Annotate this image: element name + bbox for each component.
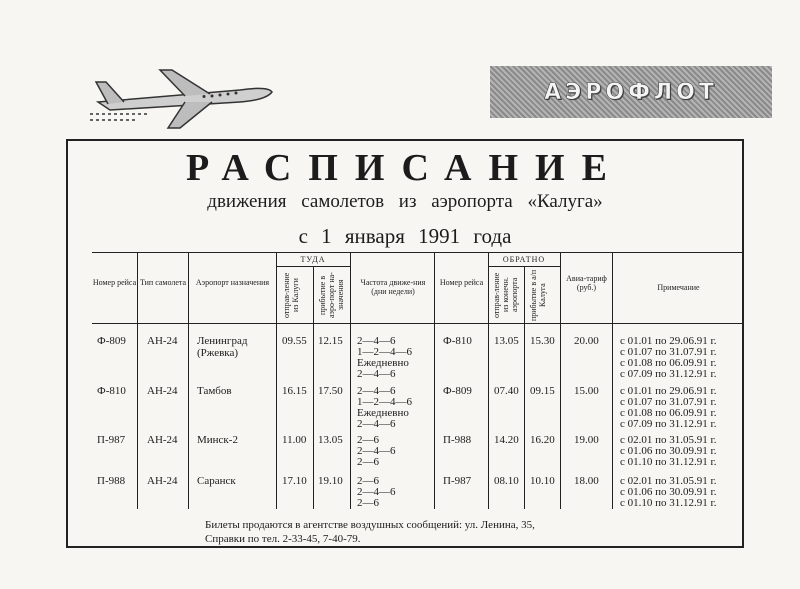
note: с 01.07 по 31.07.91 г.: [620, 346, 717, 358]
header-notes: Примечание: [657, 283, 700, 292]
frequency: 2—4—6: [357, 445, 396, 457]
header-ret-departure: отправ-ление из конечн. аэропорта: [492, 272, 519, 318]
frequency: Ежедневно: [357, 407, 409, 419]
header-destination: Аэропорт назначения: [195, 278, 270, 287]
destination: Саранск: [197, 475, 236, 487]
ret-departure: 08.10: [494, 475, 519, 487]
ret-arrival: 09.15: [530, 385, 555, 397]
header-frequency: Частота движе-ния (дни недели): [360, 278, 426, 296]
header-ret-arrival: прибытие в а/п Калуга: [529, 269, 547, 321]
header-fare: Авиа-тариф (руб.): [566, 274, 607, 292]
frequency: 2—6: [357, 456, 379, 468]
aircraft-type: АН-24: [147, 335, 178, 347]
destination: (Ржевка): [197, 347, 239, 359]
frequency: 1—2—4—6: [357, 396, 412, 408]
header-return: ОБРАТНО: [502, 255, 546, 264]
out-departure: 17.10: [282, 475, 307, 487]
out-arrival: 13.05: [318, 434, 343, 446]
note: с 02.01 по 31.05.91 г.: [620, 475, 717, 487]
frequency: 1—2—4—6: [357, 346, 412, 358]
ret-departure: 07.40: [494, 385, 519, 397]
flight-number: Ф-809: [97, 335, 126, 347]
frequency: 2—4—6: [357, 368, 396, 380]
footer-info: [205, 518, 535, 546]
brand-name: АЭРОФЛОТ: [544, 79, 718, 105]
return-flight-number: Ф-809: [443, 385, 472, 397]
header-out-arrival: прибытие в аэро-порт на-значения: [318, 272, 345, 318]
footer-ticket-office: Билеты продаются в агентстве воздушных сообщений: ул. Ленина, 35,: [205, 519, 535, 531]
ret-departure: 14.20: [494, 434, 519, 446]
note: с 01.10 по 31.12.91 г.: [620, 456, 717, 468]
destination: Тамбов: [197, 385, 232, 397]
out-arrival: 12.15: [318, 335, 343, 347]
frequency: 2—4—6: [357, 385, 396, 397]
note: с 01.10 по 31.12.91 г.: [620, 497, 717, 509]
out-departure: 09.55: [282, 335, 307, 347]
out-arrival: 19.10: [318, 475, 343, 487]
frequency: Ежедневно: [357, 357, 409, 369]
note: с 02.01 по 31.05.91 г.: [620, 434, 717, 446]
note: с 01.06 по 30.09.91 г.: [620, 445, 717, 457]
flight-number: П-987: [97, 434, 126, 446]
frequency: 2—6: [357, 475, 379, 487]
effective-date: с 1 января 1991 года: [298, 224, 512, 248]
flight-number: Ф-810: [97, 385, 126, 397]
fare: 18.00: [574, 475, 599, 487]
ret-departure: 13.05: [494, 335, 519, 347]
frequency: 2—4—6: [357, 418, 396, 430]
destination: Минск-2: [197, 434, 238, 446]
footer-phone: Справки по тел. 2-33-45, 7-40-79.: [205, 533, 361, 545]
out-departure: 11.00: [282, 434, 307, 446]
airplane-logo-icon: [90, 62, 275, 132]
note: с 07.09 по 31.12.91 г.: [620, 418, 717, 430]
aircraft-type: АН-24: [147, 385, 178, 397]
ret-arrival: 10.10: [530, 475, 555, 487]
note: с 01.08 по 06.09.91 г.: [620, 407, 717, 419]
note: с 01.08 по 06.09.91 г.: [620, 357, 717, 369]
fare: 19.00: [574, 434, 599, 446]
ret-arrival: 16.20: [530, 434, 555, 446]
fare: 15.00: [574, 385, 599, 397]
header-out-departure: отправ-ление из Калуги: [282, 272, 300, 318]
aircraft-type: АН-24: [147, 434, 178, 446]
out-arrival: 17.50: [318, 385, 343, 397]
frequency: 2—6: [357, 434, 379, 446]
frequency: 2—6: [357, 497, 379, 509]
note: с 01.01 по 29.06.91 г.: [620, 335, 717, 347]
frequency: 2—4—6: [357, 486, 396, 498]
header-outbound: ТУДА: [300, 255, 326, 264]
page-title: РАСПИСАНИЕ: [186, 147, 624, 189]
ret-arrival: 15.30: [530, 335, 555, 347]
out-departure: 16.15: [282, 385, 307, 397]
destination: Ленинград: [197, 335, 248, 347]
note: с 01.07 по 31.07.91 г.: [620, 396, 717, 408]
aeroflot-banner: [490, 66, 772, 118]
flight-number: П-988: [97, 475, 126, 487]
return-flight-number: П-987: [443, 475, 472, 487]
note: с 01.01 по 29.06.91 г.: [620, 385, 717, 397]
frequency: 2—4—6: [357, 335, 396, 347]
note: с 01.06 по 30.09.91 г.: [620, 486, 717, 498]
fare: 20.00: [574, 335, 599, 347]
page-subtitle: движения самолетов из аэропорта «Калуга»: [207, 191, 603, 212]
note: с 07.09 по 31.12.91 г.: [620, 368, 717, 380]
return-flight-number: Ф-810: [443, 335, 472, 347]
header-flight-no: Номер рейса: [92, 278, 137, 287]
aircraft-type: АН-24: [147, 475, 178, 487]
return-flight-number: П-988: [443, 434, 472, 446]
header-return-flight-no: Номер рейса: [439, 278, 484, 287]
header-aircraft-type: Тип самолета: [139, 278, 187, 287]
